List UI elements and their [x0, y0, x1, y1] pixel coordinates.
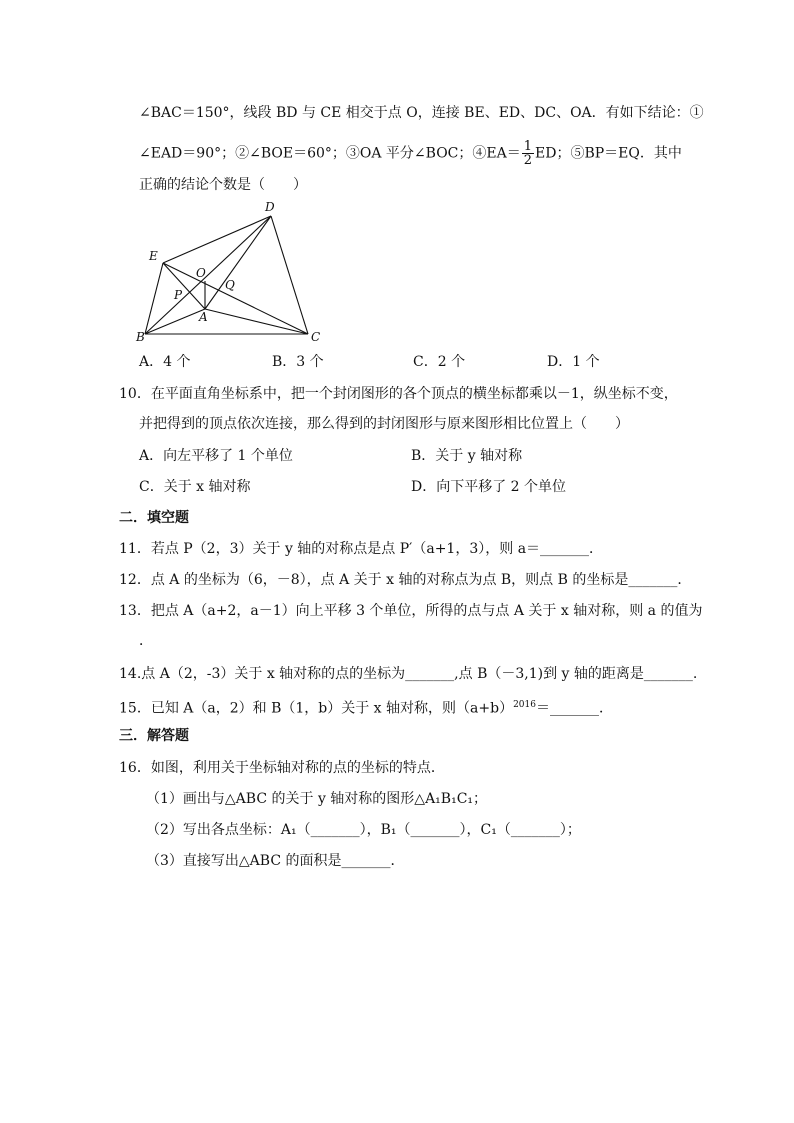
segment-be [145, 263, 163, 334]
fraction-one-half [522, 140, 534, 167]
label-e: E [149, 249, 158, 263]
q9-line-2-text-b: ED；⑤BP＝EQ．其中 [535, 145, 682, 162]
segment-ba [145, 309, 205, 334]
q15 [119, 695, 613, 719]
q16-line-2: （1）画出与△ABC 的关于 y 轴对称的图形△A₁B₁C₁； [146, 791, 488, 807]
fraction-denominator: 2 [523, 153, 533, 168]
q15-exponent: 2016 [513, 700, 536, 710]
q9-option-a[interactable]: A．4 个 [139, 354, 191, 370]
q10-option-b[interactable]: B．关于 y 轴对称 [411, 448, 523, 464]
segment-bd [145, 216, 271, 334]
q9-option-b[interactable]: B．3 个 [272, 354, 324, 370]
q16-line-3: （2）写出各点坐标：A₁（_______），B₁（_______），C₁（_______）； [146, 822, 581, 838]
q13-line-2: ． [139, 633, 153, 649]
q9-option-c[interactable]: C．2 个 [413, 354, 466, 370]
segment-ec [163, 263, 308, 334]
q9-line-2-text-a: ∠EAD＝90°；②∠BOE＝60°；③OA 平分∠BOC；④EA＝ [139, 145, 521, 162]
section-answer-heading: 三．解答题 [119, 728, 189, 744]
q9-option-d[interactable]: D．1 个 [547, 354, 600, 370]
q13-line-1: 13．把点 A（a+2，a－1）向上平移 3 个单位，所得的点与点 A 关于 x 轴对称，则 a 的值为 [119, 603, 703, 619]
label-b: B [136, 330, 145, 344]
q9-line-3: 正确的结论个数是（ ） [139, 177, 307, 193]
fraction-numerator: 1 [523, 139, 533, 154]
segment-ac [205, 309, 308, 334]
q14: 14.点 A（2，-3）关于 x 轴对称的点的坐标为_______,点 B（－3,1)到 y 轴的距离是_______. [119, 666, 698, 682]
q10-option-c[interactable]: C．关于 x 轴对称 [139, 479, 251, 495]
q10-line-1: 10．在平面直角坐标系中，把一个封闭图形的各个顶点的横坐标都乘以－1，纵坐标不变， [119, 386, 678, 402]
q10-option-a[interactable]: A．向左平移了 1 个单位 [139, 448, 293, 464]
label-q: Q [225, 278, 235, 292]
q16-line-4: （3）直接写出△ABC 的面积是_______． [146, 853, 405, 869]
q15-text-b: ＝_______． [535, 700, 613, 717]
q16-line-1: 16．如图，利用关于坐标轴对称的点的坐标的特点． [119, 760, 445, 776]
q11: 11．若点 P（2，3）关于 y 轴的对称点是点 P′（a+1，3），则 a＝_______． [119, 541, 604, 557]
section-fill-in-heading: 二．填空题 [119, 510, 189, 526]
label-o: O [196, 266, 206, 280]
label-d: D [265, 200, 275, 214]
segment-dc [271, 216, 308, 334]
label-c: C [311, 330, 321, 344]
q10-option-d[interactable]: D．向下平移了 2 个单位 [411, 479, 567, 495]
q12: 12．点 A 的坐标为（6，－8），点 A 关于 x 轴的对称点为点 B，则点 B 的坐标是_______． [119, 572, 692, 588]
q10-line-2: 并把得到的顶点依次连接，那么得到的封闭图形与原来图形相比位置上（ ） [139, 416, 629, 432]
label-p: P [174, 288, 183, 302]
q9-line-2 [139, 140, 682, 167]
label-a: A [199, 310, 208, 324]
q15-text-a: 15．已知 A（a，2）和 B（1，b）关于 x 轴对称，则（a+b） [119, 700, 514, 717]
q9-line-1: ∠BAC＝150°，线段 BD 与 CE 相交于点 O，连接 BE、ED、DC、OA．有如下结论：① [139, 105, 704, 121]
geometry-figure [134, 197, 328, 345]
